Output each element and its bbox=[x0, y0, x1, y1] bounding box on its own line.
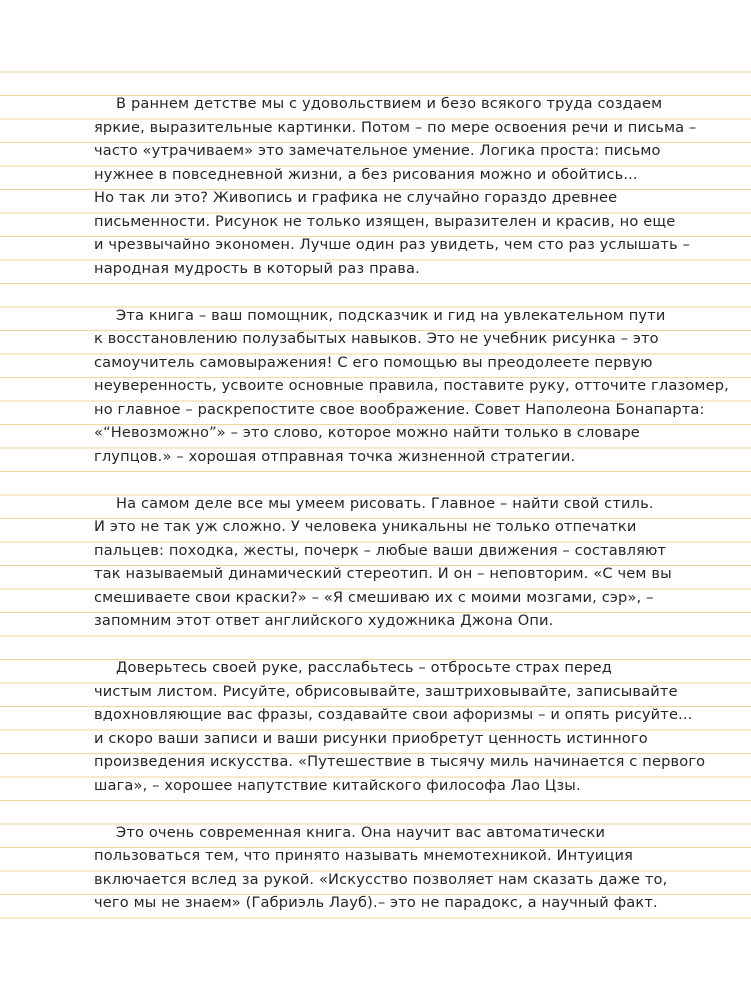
text-line: И это не так уж сложно. У человека уникальны не только отпечатки bbox=[94, 518, 637, 535]
text-line: неуверенность, усвоите основные правила, поставите руку, отточите глазомер, bbox=[94, 377, 729, 394]
text-line: но главное – раскрепостите свое воображение. Совет Наполеона Бонапарта: bbox=[94, 400, 705, 418]
text-line: Это очень современная книга. Она научит вас автоматически bbox=[116, 823, 606, 841]
text-line: смешиваете свои краски?» – «Я смешиваю их с моими мозгами, сэр», – bbox=[94, 588, 654, 606]
text-line: «“Невозможно”» – это слово, которое можно найти только в словаре bbox=[94, 424, 640, 441]
text-line: пальцев: походка, жесты, почерк – любые ваши движения – составляют bbox=[94, 541, 667, 559]
text-line: народная мудрость в который раз права. bbox=[94, 259, 420, 277]
text-line: и скоро ваши записи и ваши рисунки приобретут ценность истинного bbox=[94, 729, 648, 747]
text-line: произведения искусства. «Путешествие в тысячу миль начинается с первого bbox=[94, 753, 706, 770]
text-line: пользоваться тем, что принято называть мнемотехникой. Интуиция bbox=[94, 847, 634, 864]
text-line: так называемый динамический стереотип. И он – неповторим. «С чем вы bbox=[94, 565, 672, 582]
paragraph-3 bbox=[94, 492, 694, 633]
text-line: шага», – хорошее напутствие китайского философа Лао Цзы. bbox=[94, 776, 581, 794]
text-line: На самом деле все мы умеем рисовать. Главное – найти свой стиль. bbox=[116, 494, 654, 512]
text-line: включается вслед за рукой. «Искусство позволяет нам сказать даже то, bbox=[94, 870, 668, 888]
paragraph-1 bbox=[94, 92, 697, 280]
text-line: Доверьтесь своей руке, расслабьтесь – отбросьте страх перед bbox=[116, 659, 613, 676]
paragraph-2 bbox=[94, 304, 729, 469]
text-line: чистым листом. Рисуйте, обрисовывайте, заштриховывайте, записывайте bbox=[94, 682, 678, 700]
text-line: глупцов.» – хорошая отправная точка жизненной стратегии. bbox=[94, 447, 576, 465]
text-line: Эта книга – ваш помощник, подсказчик и гид на увлекательном пути bbox=[116, 306, 666, 324]
text-line: часто «утрачиваем» это замечательное умение. Логика проста: письмо bbox=[94, 142, 661, 159]
text-line: и чрезвычайно экономен. Лучше один раз увидеть, чем сто раз услышать – bbox=[94, 236, 691, 253]
text-line: Но так ли это? Живопись и графика не случайно гораздо древнее bbox=[94, 189, 618, 206]
top-margin bbox=[0, 0, 751, 49]
paragraph-5 bbox=[94, 821, 694, 915]
text-line: письменности. Рисунок не только изящен, выразителен и красив, но еще bbox=[94, 212, 676, 230]
text-line: к восстановлению полузабытых навыков. Это не учебник рисунка – это bbox=[94, 330, 659, 347]
text-line: нужнее в повседневной жизни, а без рисования можно и обойтись... bbox=[94, 165, 638, 183]
text-line: чего мы не знаем» (Габриэль Лауб).– это не парадокс, а научный факт. bbox=[94, 894, 658, 911]
text-line: В раннем детстве мы с удовольствием и безо всякого труда создаем bbox=[116, 95, 663, 112]
text-line: яркие, выразительные картинки. Потом – по мере освоения речи и письма – bbox=[94, 118, 697, 136]
text-line: вдохновляющие вас фразы, создавайте свои афоризмы – и опять рисуйте... bbox=[94, 706, 693, 723]
bottom-margin bbox=[0, 930, 751, 1001]
text-line: самоучитель самовыражения! С его помощью вы преодолеете первую bbox=[94, 353, 653, 371]
text-line: запомним этот ответ английского художника Джона Опи. bbox=[94, 612, 554, 629]
handwritten-text-block bbox=[94, 92, 729, 938]
paragraph-4 bbox=[94, 656, 706, 797]
